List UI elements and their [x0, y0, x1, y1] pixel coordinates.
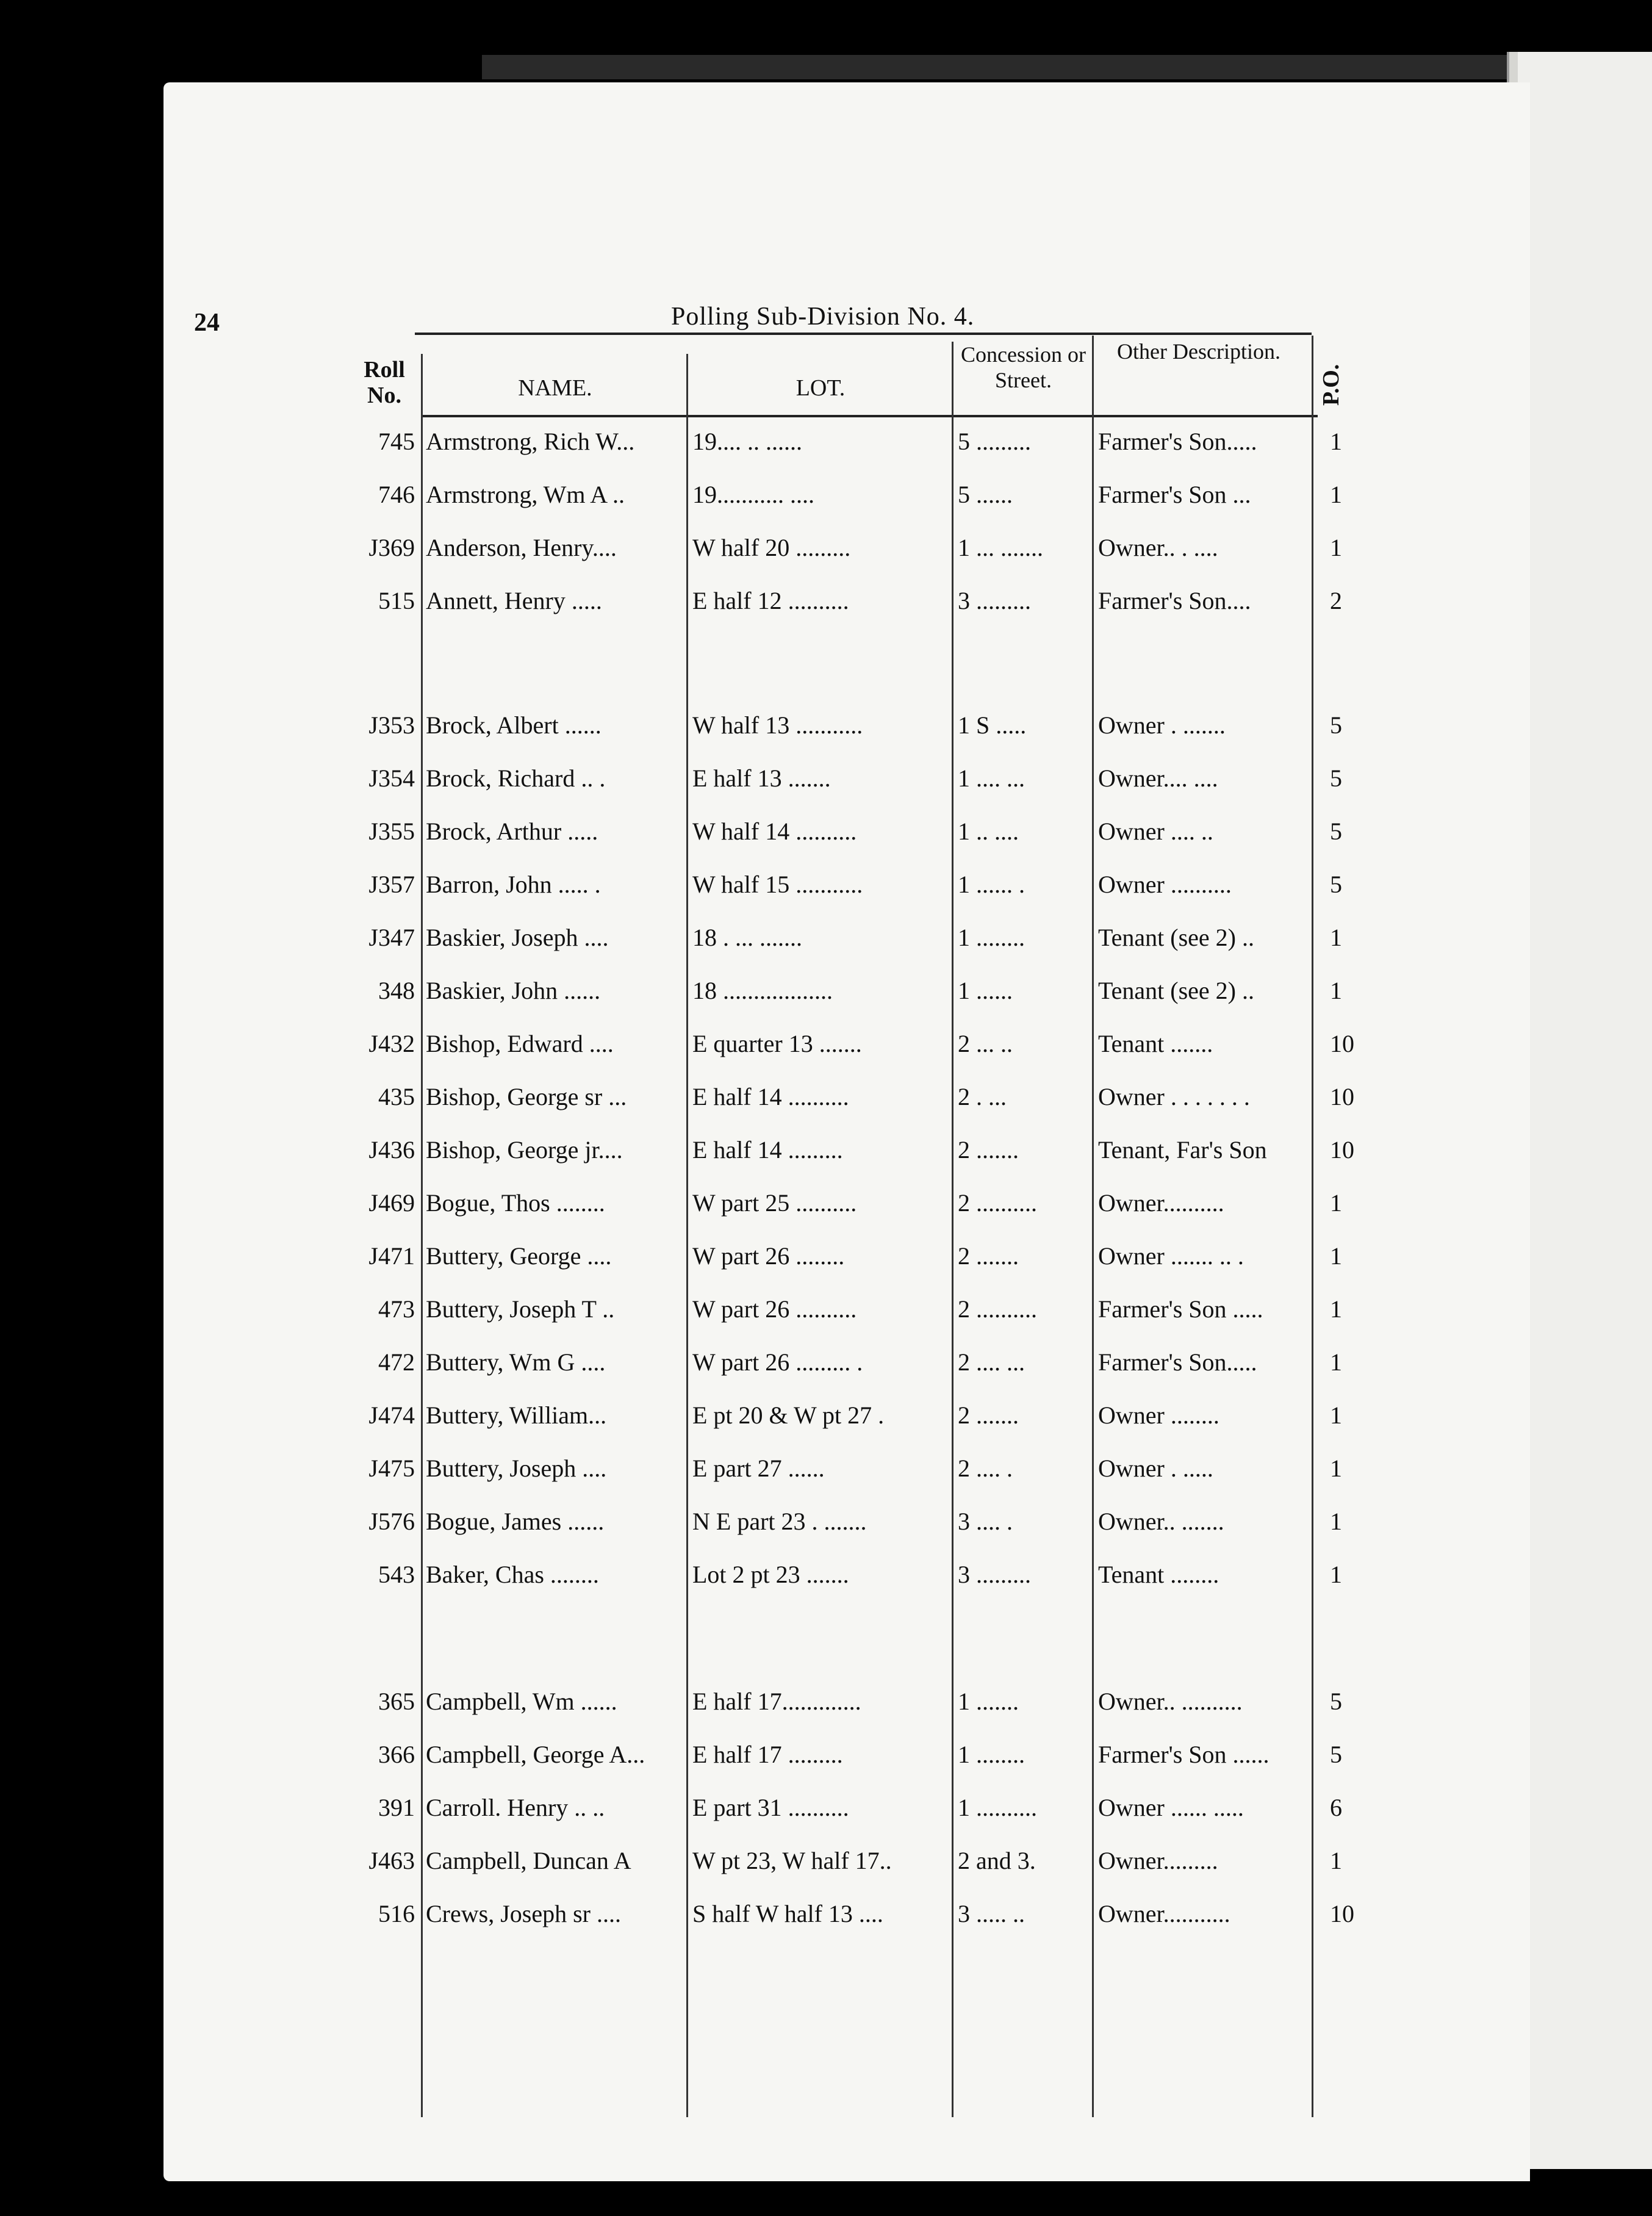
table-row	[0, 923, 1403, 960]
concession: 2 .......	[958, 1401, 1019, 1429]
concession: 3 .........	[958, 587, 1031, 614]
po-number: 5	[1330, 1741, 1342, 1768]
po-number: 1	[1330, 1847, 1342, 1874]
table-row	[0, 586, 1403, 623]
voter-name: Buttery, Joseph ....	[426, 1455, 607, 1482]
po-number: 10	[1330, 1900, 1354, 1927]
voter-name: Brock, Albert ......	[426, 711, 602, 739]
voter-name: Buttery, George ....	[426, 1242, 612, 1270]
voter-name: Baskier, Joseph ....	[426, 924, 609, 951]
other-description: Owner..........	[1098, 1189, 1224, 1217]
voter-name: Bishop, George sr ...	[426, 1083, 627, 1110]
other-description: Farmer's Son....	[1098, 587, 1251, 614]
lot: E half 12 ..........	[692, 587, 849, 614]
concession: 3 .... .	[958, 1508, 1013, 1535]
voter-name: Campbell, George A...	[426, 1741, 645, 1768]
po-number: 10	[1330, 1136, 1354, 1164]
table-row	[0, 1189, 1403, 1225]
other-description: Owner . .....	[1098, 1455, 1213, 1482]
table-row	[0, 427, 1403, 464]
roll-number: 515	[378, 587, 415, 614]
backdrop-strip	[482, 55, 1519, 79]
voter-name: Barron, John ..... .	[426, 871, 601, 898]
po-number: 1	[1330, 428, 1342, 455]
running-head: Polling Sub-Division No. 4.	[671, 303, 975, 331]
voter-name: Baskier, John ......	[426, 977, 601, 1004]
column-header-roll: Roll No.	[364, 357, 405, 408]
table-row	[0, 817, 1403, 854]
table-row	[0, 1401, 1403, 1437]
other-description: Owner.. . ....	[1098, 534, 1218, 561]
other-description: Farmer's Son.....	[1098, 1348, 1257, 1376]
roll-number: 745	[378, 428, 415, 455]
roll-number: J353	[368, 711, 415, 739]
column-header-name: NAME.	[518, 375, 592, 401]
concession: 5 ......	[958, 481, 1013, 508]
po-number: 1	[1330, 977, 1342, 1004]
lot: E half 14 ..........	[692, 1083, 849, 1110]
po-number: 1	[1330, 1455, 1342, 1482]
voter-name: Crews, Joseph sr ....	[426, 1900, 621, 1927]
po-number: 5	[1330, 711, 1342, 739]
concession: 1 ......	[958, 977, 1013, 1004]
roll-number: J463	[368, 1847, 415, 1874]
table-row	[0, 1846, 1403, 1883]
concession: 2 ..........	[958, 1189, 1037, 1217]
voter-name: Anderson, Henry....	[426, 534, 617, 561]
po-number: 5	[1330, 1688, 1342, 1715]
column-header-concession: Concession or Street.	[961, 342, 1086, 392]
roll-number: J576	[368, 1508, 415, 1535]
roll-number: 391	[378, 1794, 415, 1821]
concession: 2 .......	[958, 1242, 1019, 1270]
concession: 2 ..........	[958, 1295, 1037, 1323]
lot: N E part 23 . .......	[692, 1508, 867, 1535]
table-row	[0, 1135, 1403, 1172]
concession: 1 ...... .	[958, 871, 1025, 898]
roll-number: 473	[378, 1295, 415, 1323]
voter-name: Bogue, James ......	[426, 1508, 605, 1535]
concession: 1 ........	[958, 924, 1025, 951]
table-row	[0, 1295, 1403, 1331]
concession: 1 ..........	[958, 1794, 1037, 1821]
lot: S half W half 13 ....	[692, 1900, 883, 1927]
other-description: Owner.. .......	[1098, 1508, 1224, 1535]
concession: 5 .........	[958, 428, 1031, 455]
other-description: Owner.. ..........	[1098, 1688, 1243, 1715]
other-description: Farmer's Son .....	[1098, 1295, 1263, 1323]
lot: E pt 20 & W pt 27 .	[692, 1401, 885, 1429]
po-number: 1	[1330, 1508, 1342, 1535]
other-description: Tenant ........	[1098, 1561, 1219, 1588]
table-row	[0, 1793, 1403, 1830]
voter-name: Campbell, Duncan A	[426, 1847, 631, 1874]
lot: W half 14 ..........	[692, 818, 857, 845]
lot: W part 26 ......... .	[692, 1348, 863, 1376]
table-row	[0, 1740, 1403, 1777]
roll-number: 348	[378, 977, 415, 1004]
lot: E half 17.............	[692, 1688, 861, 1715]
header-bottom-rule	[421, 415, 1318, 417]
concession: 1 .......	[958, 1688, 1019, 1715]
lot: 18 . ... .......	[692, 924, 802, 951]
lot: W part 26 ........	[692, 1242, 845, 1270]
lot: W half 13 ...........	[692, 711, 863, 739]
other-description: Owner . . . . . . .	[1098, 1083, 1250, 1110]
other-description: Tenant, Far's Son	[1098, 1136, 1267, 1164]
po-number: 5	[1330, 764, 1342, 792]
roll-number: J354	[368, 764, 415, 792]
table-row	[0, 1348, 1403, 1384]
voter-name: Bishop, George jr....	[426, 1136, 623, 1164]
po-number: 5	[1330, 818, 1342, 845]
po-number: 1	[1330, 924, 1342, 951]
concession: 2 ... ..	[958, 1030, 1013, 1057]
concession: 1 S .....	[958, 711, 1027, 739]
concession: 3 ..... ..	[958, 1900, 1025, 1927]
concession: 2 and 3.	[958, 1847, 1036, 1874]
roll-number: J475	[368, 1455, 415, 1482]
table-row	[0, 1454, 1403, 1491]
voter-name: Armstrong, Rich W...	[426, 428, 635, 455]
roll-number: 365	[378, 1688, 415, 1715]
other-description: Owner.........	[1098, 1847, 1218, 1874]
lot: 19........... ....	[692, 481, 814, 508]
other-description: Farmer's Son ......	[1098, 1741, 1270, 1768]
other-description: Farmer's Son ...	[1098, 481, 1251, 508]
po-number: 10	[1330, 1083, 1354, 1110]
lot: 18 ..................	[692, 977, 833, 1004]
other-description: Owner ...... .....	[1098, 1794, 1244, 1821]
concession: 1 .... ...	[958, 764, 1025, 792]
concession: 2 . ...	[958, 1083, 1007, 1110]
table-row	[0, 480, 1403, 517]
other-description: Owner ..........	[1098, 871, 1232, 898]
po-number: 1	[1330, 1242, 1342, 1270]
lot: 19.... .. ......	[692, 428, 802, 455]
po-number: 5	[1330, 871, 1342, 898]
voter-name: Brock, Arthur .....	[426, 818, 598, 845]
po-number: 6	[1330, 1794, 1342, 1821]
other-description: Tenant .......	[1098, 1030, 1213, 1057]
voter-name: Buttery, William...	[426, 1401, 607, 1429]
voter-name: Armstrong, Wm A ..	[426, 481, 625, 508]
other-description: Tenant (see 2) ..	[1098, 924, 1254, 951]
lot: W half 20 .........	[692, 534, 851, 561]
roll-number: 516	[378, 1900, 415, 1927]
roll-number: J469	[368, 1189, 415, 1217]
other-description: Owner ....... .. .	[1098, 1242, 1244, 1270]
concession: 3 .........	[958, 1561, 1031, 1588]
table-row	[0, 1507, 1403, 1544]
lot: W part 26 ..........	[692, 1295, 857, 1323]
lot: E part 27 ......	[692, 1455, 825, 1482]
roll-number: J355	[368, 818, 415, 845]
table-row	[0, 764, 1403, 800]
roll-number: J347	[368, 924, 415, 951]
roll-number: J436	[368, 1136, 415, 1164]
roll-number: J369	[368, 534, 415, 561]
table-row	[0, 1899, 1403, 1936]
roll-number: 435	[378, 1083, 415, 1110]
roll-number: 366	[378, 1741, 415, 1768]
lot: E half 17 .........	[692, 1741, 843, 1768]
lot: W pt 23, W half 17..	[692, 1847, 892, 1874]
table-row	[0, 1560, 1403, 1597]
table-row	[0, 1687, 1403, 1724]
roll-number: J471	[368, 1242, 415, 1270]
voter-name: Bishop, Edward ....	[426, 1030, 614, 1057]
roll-number: J432	[368, 1030, 415, 1057]
po-number: 10	[1330, 1030, 1354, 1057]
lot: E part 31 ..........	[692, 1794, 849, 1821]
lot: E half 13 .......	[692, 764, 831, 792]
lot: W part 25 ..........	[692, 1189, 857, 1217]
po-number: 1	[1330, 1561, 1342, 1588]
other-description: Farmer's Son.....	[1098, 428, 1257, 455]
roll-number: J474	[368, 1401, 415, 1429]
column-header-other-description: Other Description.	[1117, 339, 1280, 364]
roll-number: 543	[378, 1561, 415, 1588]
po-number: 1	[1330, 481, 1342, 508]
lot: Lot 2 pt 23 .......	[692, 1561, 849, 1588]
concession: 1 ... .......	[958, 534, 1043, 561]
other-description: Owner...........	[1098, 1900, 1230, 1927]
other-description: Owner . .......	[1098, 711, 1226, 739]
po-number: 1	[1330, 1295, 1342, 1323]
lot: E quarter 13 .......	[692, 1030, 862, 1057]
voter-name: Campbell, Wm ......	[426, 1688, 617, 1715]
table-row	[0, 1242, 1403, 1278]
voter-name: Brock, Richard .. .	[426, 764, 606, 792]
lot: W half 15 ...........	[692, 871, 863, 898]
table-row	[0, 533, 1403, 570]
roll-number: 472	[378, 1348, 415, 1376]
concession: 1 .. ....	[958, 818, 1019, 845]
po-number: 2	[1330, 587, 1342, 614]
voter-name: Buttery, Joseph T ..	[426, 1295, 615, 1323]
roll-number: J357	[368, 871, 415, 898]
voter-name: Carroll. Henry .. ..	[426, 1794, 605, 1821]
concession: 2 .... .	[958, 1455, 1013, 1482]
roll-number: 746	[378, 481, 415, 508]
lot: E half 14 .........	[692, 1136, 843, 1164]
voter-name: Buttery, Wm G ....	[426, 1348, 606, 1376]
other-description: Owner ........	[1098, 1401, 1219, 1429]
column-header-po: P.O.	[1318, 364, 1344, 406]
concession: 2 .......	[958, 1136, 1019, 1164]
table-row	[0, 976, 1403, 1013]
table-row	[0, 870, 1403, 907]
table-row	[0, 711, 1403, 747]
column-header-lot: LOT.	[795, 375, 846, 401]
po-number: 1	[1330, 534, 1342, 561]
table-row	[0, 1082, 1403, 1119]
po-number: 1	[1330, 1348, 1342, 1376]
voter-name: Bogue, Thos ........	[426, 1189, 605, 1217]
concession: 2 .... ...	[958, 1348, 1025, 1376]
page-number: 24	[194, 309, 220, 337]
table-row	[0, 1029, 1403, 1066]
po-number: 1	[1330, 1401, 1342, 1429]
other-description: Owner .... ..	[1098, 818, 1213, 845]
other-description: Tenant (see 2) ..	[1098, 977, 1254, 1004]
concession: 1 ........	[958, 1741, 1025, 1768]
voter-name: Baker, Chas ........	[426, 1561, 599, 1588]
voter-name: Annett, Henry .....	[426, 587, 602, 614]
header-top-rule	[415, 333, 1312, 335]
other-description: Owner.... ....	[1098, 764, 1218, 792]
po-number: 1	[1330, 1189, 1342, 1217]
